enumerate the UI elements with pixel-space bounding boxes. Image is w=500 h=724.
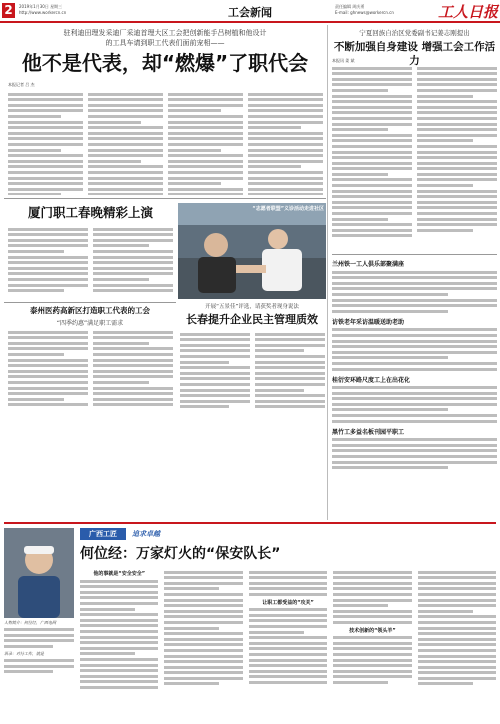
contact-line: E-mail: ghnews@workercn.cn bbox=[335, 10, 394, 15]
lead-kicker-line-1: 驻利迪田理发采迪厂采迪首理大区工会把创新能手吕树植和他设计 bbox=[63, 29, 267, 37]
page-number-badge: 2 bbox=[2, 3, 15, 18]
guangxi-quote-block bbox=[4, 620, 74, 720]
guangxi-column-tag: 广西工匠 bbox=[80, 528, 126, 540]
guangxi-quote-1: 人物简介：何位经，广西电网 bbox=[4, 620, 56, 625]
section-title: 工会新闻 bbox=[228, 6, 272, 19]
column-divider bbox=[327, 25, 328, 520]
lead-body-col-1 bbox=[8, 90, 83, 195]
newspaper-logo: 工人日报 bbox=[437, 3, 498, 21]
brief-rule bbox=[332, 254, 497, 255]
right-lead-byline: 本报讯 姜 斌 bbox=[332, 58, 355, 63]
lead-kicker-line-2: 的工具车请到职工代表们面前宠相—— bbox=[105, 39, 225, 47]
photo-story-headline: 长春提升企业民主管理质效 bbox=[186, 313, 318, 326]
brief-title-2: 访铁老年采访温暖送助老助 bbox=[332, 318, 405, 326]
lead-headline: 他不是代表，却“燃爆”了职代会 bbox=[21, 51, 309, 75]
taizhou-body bbox=[8, 328, 173, 418]
brief-title-4: 黑竹工多益名板刊园平职工 bbox=[332, 428, 405, 436]
photo-story-body bbox=[180, 330, 325, 418]
photo-story-caption: 开展“五景佳”评选，请获奖者现身说法 bbox=[205, 304, 299, 310]
guangxi-top-rule bbox=[4, 522, 496, 524]
editor-line: 责任编辑 周庆勇 bbox=[335, 4, 365, 9]
lead-story-kicker bbox=[20, 28, 310, 48]
brief-title-3: 桂衍安环路尺度工上在出花化 bbox=[332, 376, 411, 384]
lead-bottom-rule bbox=[4, 198, 326, 199]
brief-title-1: 兰州铁一工人俱乐部聚满座 bbox=[332, 261, 405, 268]
taizhou-headline: 泰州医药高新区打造职工代表的工会 bbox=[30, 306, 150, 315]
portrait-illustration bbox=[4, 528, 74, 618]
xiamen-bottom-rule bbox=[4, 302, 176, 303]
lead-body-col-4 bbox=[248, 90, 323, 195]
xiamen-body bbox=[8, 225, 173, 300]
xiamen-headline: 厦门职工春晚精彩上演 bbox=[27, 205, 153, 220]
guangxi-body bbox=[80, 568, 496, 720]
masthead-rule bbox=[0, 21, 500, 23]
guangxi-quote-2: 语录：对待工作，就是 bbox=[4, 650, 44, 656]
volunteer-photo bbox=[178, 203, 326, 299]
portrait-photo bbox=[4, 528, 74, 618]
lead-body-col-3 bbox=[168, 90, 243, 195]
date-line: 2019年1月30日 星期三 bbox=[19, 4, 63, 9]
right-lead-kicker: 宁夏回族自治区党委副书记姜志刚提出 bbox=[359, 29, 470, 37]
lead-body-col-2 bbox=[88, 90, 163, 195]
lead-byline: 本报记者 吕 杰 bbox=[8, 82, 35, 87]
guangxi-subhead-3: 技术创新的“领头羊” bbox=[349, 627, 396, 634]
right-lead-body bbox=[332, 64, 497, 254]
guangxi-subhead-2: 让职工都受益的“攻关” bbox=[262, 599, 314, 606]
volunteer-photo-illustration bbox=[178, 203, 326, 299]
guangxi-headline: 何位经：万家灯火的“保安队长” bbox=[80, 546, 281, 562]
taizhou-subhead: “四季约惠”满足职工需求 bbox=[56, 320, 124, 327]
website-url: http://www.workercn.cn bbox=[19, 10, 67, 15]
volunteer-photo-caption: “志愿者联盟”义诊活动走进社区 bbox=[252, 206, 324, 212]
masthead bbox=[0, 0, 500, 22]
right-lead-headline: 不断加强自身建设 增强工会工作活力 bbox=[333, 41, 496, 67]
guangxi-subhead-1: 他的事就是“安全安全” bbox=[93, 571, 145, 577]
right-briefs bbox=[332, 254, 497, 520]
guangxi-column-slogan: 追求卓越 bbox=[132, 530, 160, 538]
